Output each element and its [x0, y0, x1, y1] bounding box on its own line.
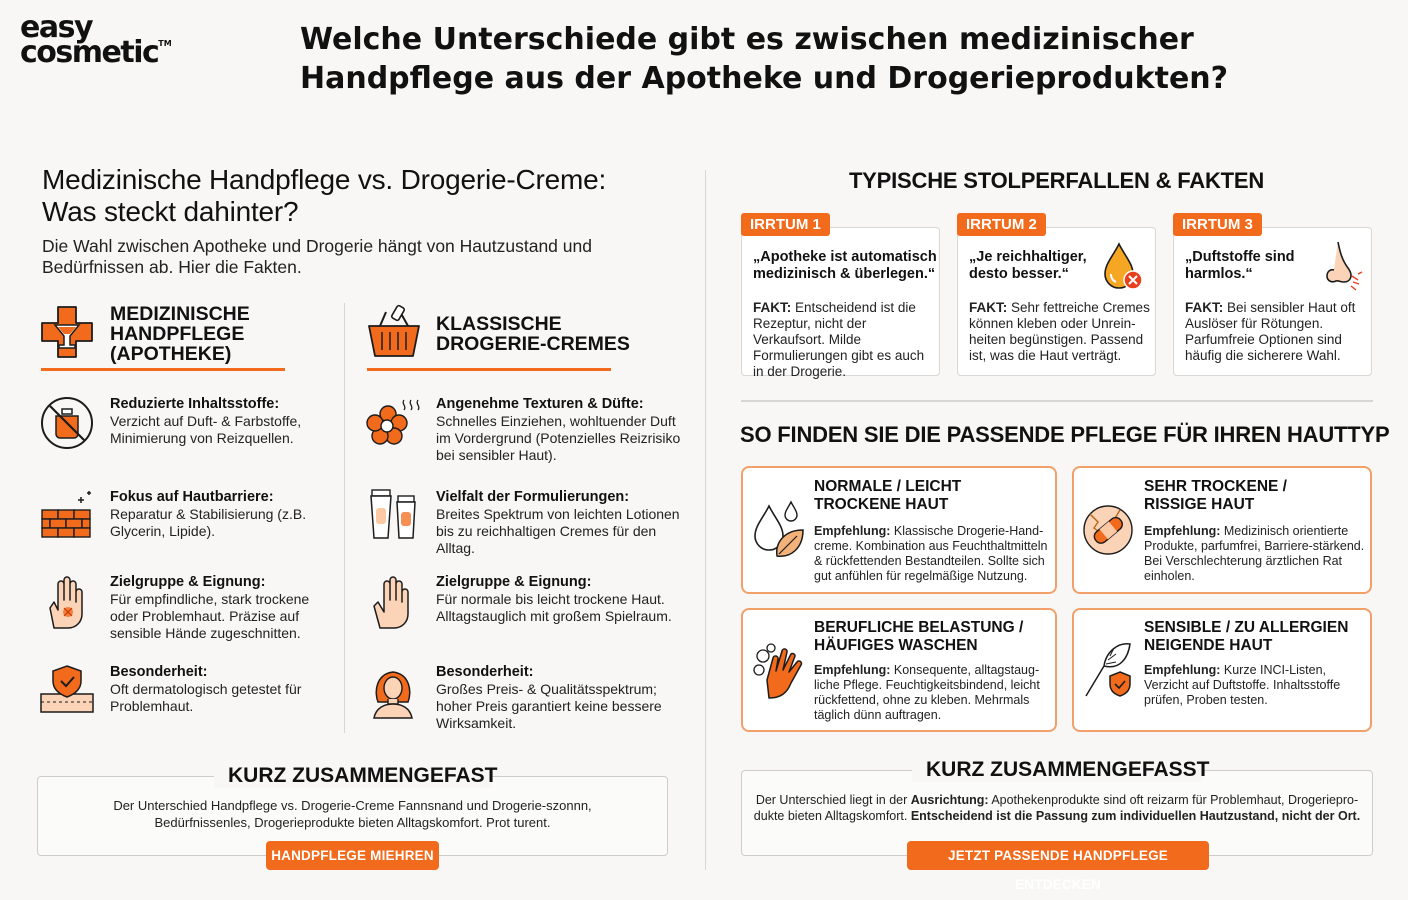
drog-item-1-text: Schnelles Einziehen, wohltuender Duft im Vordergrund (Potenzielles Reizrisiko bei sensibler Haut).	[436, 413, 681, 463]
skin-type-3-body: Konsequente, alltagstaug-liche Pflege. Feuchtigkeitsbindend, leicht rückfettend, ohne zu kleben. Mehrmals täglich dünn auftragen.	[814, 663, 1040, 722]
droplet-leaf-icon	[751, 500, 807, 560]
myth-fact-2-text: Sehr fettreiche Cremes können kleben oder Unrein-heiten begünstigen. Passend ist, was die Haut verträgt.	[969, 300, 1150, 363]
myth-badge-2: IRRTUM 2	[957, 213, 1046, 236]
hand-icon	[364, 574, 422, 632]
bandage-icon	[1080, 500, 1136, 560]
comparison-heading-line1: Medizinische Handpflege vs. Drogerie-Creme:	[42, 164, 607, 195]
skin-type-2-title-line1: SEHR TROCKENE /	[1144, 478, 1287, 495]
skin-type-2-text	[1144, 524, 1366, 584]
page-title-line2: Handpflege aus der Apotheke und Drogerieprodukten?	[300, 61, 1229, 96]
drog-item-2-title: Vielfalt der Formulierungen:	[436, 489, 630, 505]
skin-type-4-text	[1144, 663, 1366, 708]
drog-item-4	[436, 664, 686, 732]
washing-hands-icon	[751, 640, 807, 700]
apotheke-head-underline	[41, 368, 285, 371]
basket-icon	[366, 304, 422, 360]
skin-type-2-title	[1144, 478, 1364, 514]
drog-item-2	[436, 489, 686, 557]
skin-type-1-title-line1: NORMALE / LEICHT	[814, 478, 962, 495]
skin-type-4-body: Kurze INCI-Listen, Verzicht auf Duftstoffe. Inhaltsstoffe prüfen, Proben testen.	[1144, 663, 1341, 707]
apotheke-head-icon	[40, 305, 94, 359]
right-summary-text	[752, 792, 1362, 824]
right-summary-title: KURZ ZUSAMMENGEFASST	[912, 758, 1202, 782]
drogerie-head-line1: KLASSISCHE	[436, 313, 562, 335]
skin-type-3-title-line2: HÄUFIGES WASCHEN	[814, 637, 978, 654]
right-summary-text-c: Apothekenprodukte sind oft reizarm für Problemhaut, Drogeriepro-dukte bieten Alltagskomfort.	[753, 793, 1359, 823]
right-summary-text-b: Ausrichtung:	[910, 793, 989, 807]
apo-item-2-title: Fokus auf Hautbarriere:	[110, 489, 274, 505]
myth-question-2-line2: desto besser.“	[969, 266, 1069, 282]
woman-icon	[364, 662, 422, 720]
handpflege-button[interactable]: HANDPFLEGE MIEHREN	[266, 841, 439, 870]
discover-handpflege-button[interactable]: JETZT PASSENDE HANDPFLEGE ENTDECKEN	[907, 841, 1209, 870]
section-divider	[705, 170, 706, 870]
myth-fact-2	[969, 300, 1151, 364]
apo-item-1	[110, 396, 335, 447]
drogerie-column-head	[436, 314, 676, 354]
irritated-hand-icon	[38, 574, 96, 632]
myth-question-3	[1185, 249, 1315, 283]
left-summary-title: KURZ ZUSAMMENGEFAST	[214, 764, 492, 788]
myth-fact-1	[753, 300, 935, 380]
myth-badge-3: IRRTUM 3	[1173, 213, 1262, 236]
drog-item-4-title: Besonderheit:	[436, 664, 534, 680]
myth-question-3-line1: „Duftstoffe sind	[1185, 249, 1295, 265]
skin-type-3-text	[814, 663, 1044, 723]
skin-type-4-title-line2: NEIGENDE HAUT	[1144, 637, 1273, 654]
skin-type-1-text	[814, 524, 1052, 584]
skin-type-1-label: Empfehlung:	[814, 524, 891, 538]
myth-question-1	[753, 249, 938, 283]
drog-item-2-text: Breites Spektrum von leichten Lotionen bis zu reichhaltigen Cremes für den Alltag.	[436, 506, 680, 556]
apo-item-3-title: Zielgruppe & Eignung:	[110, 574, 266, 590]
myth-question-1-line1: „Apotheke ist automatisch	[753, 249, 937, 265]
skin-type-3-label: Empfehlung:	[814, 663, 891, 677]
flower-scent-icon	[364, 396, 422, 454]
comparison-heading	[42, 164, 682, 228]
skin-type-3-title-line1: BERUFLICHE BELASTUNG /	[814, 619, 1024, 636]
apotheke-column-head	[110, 304, 330, 364]
nose-icon	[1318, 238, 1366, 292]
cream-tubes-icon	[364, 486, 422, 544]
comparison-heading-line2: Was steckt dahinter?	[42, 196, 299, 227]
skin-type-4-label: Empfehlung:	[1144, 663, 1221, 677]
myth-badge-1: IRRTUM 1	[741, 213, 830, 236]
drog-item-1	[436, 396, 686, 464]
skin-type-4-title-line1: SENSIBLE / ZU ALLERGIEN	[1144, 619, 1349, 636]
brand-logo[interactable]	[20, 10, 190, 70]
apo-item-3	[110, 574, 335, 642]
myth-fact-3	[1185, 300, 1365, 364]
apo-item-2	[110, 489, 335, 540]
skin-type-2-body: Medizinisch orientierte Produkte, parfumfrei, Barriere-stärkend. Bei Verschlechterung ärztlichen Rat einholen.	[1144, 524, 1365, 583]
apotheke-head-line3: (APOTHEKE)	[110, 343, 232, 365]
page-title-line1: Welche Unterschiede gibt es zwischen medizinischer	[300, 22, 1194, 57]
myth-fact-3-text: Bei sensibler Haut oft Auslöser für Rötungen. Parfumfreie Optionen sind häufig die sicherere Wahl.	[1185, 300, 1356, 363]
drog-item-3-text: Für normale bis leicht trockene Haut. Alltagstauglich mit großem Spielraum.	[436, 591, 672, 624]
drog-item-4-text: Großes Preis- & Qualitätsspektrum; hoher Preis garantiert keine bessere Wirksamkeit.	[436, 681, 662, 731]
apo-item-3-text: Für empfindliche, stark trockene oder Problemhaut. Präzise auf sensible Hände zugeschnitten.	[110, 591, 310, 641]
drog-item-3	[436, 574, 686, 625]
page-title	[300, 20, 1300, 98]
skin-type-1-title-line2: TROCKENE HAUT	[814, 496, 949, 513]
feather-shield-icon	[1080, 640, 1136, 700]
skin-type-2-label: Empfehlung:	[1144, 524, 1221, 538]
skin-shield-icon	[38, 660, 96, 718]
apo-item-4	[110, 664, 335, 715]
left-summary-text	[60, 797, 645, 831]
right-summary-text-a: Der Unterschied liegt in der	[755, 793, 911, 807]
skin-type-3-title	[814, 619, 1054, 655]
drogerie-head-line2: DROGERIE-CREMES	[436, 333, 630, 355]
column-divider	[344, 303, 345, 733]
apo-item-1-title: Reduzierte Inhaltsstoffe:	[110, 396, 280, 412]
myth-question-2	[969, 249, 1099, 283]
apo-item-4-title: Besonderheit:	[110, 664, 208, 680]
apo-item-4-text: Oft dermatologisch getestet für Problemhaut.	[110, 681, 302, 714]
right-divider	[741, 400, 1373, 402]
drog-item-1-title: Angenehme Texturen & Düfte:	[436, 396, 644, 412]
left-summary-text-line2: Bedürfnissenles, Drogerieprodukte bieten Alltagskomfort. Prot turent.	[154, 815, 551, 830]
comparison-subtitle: Die Wahl zwischen Apotheke und Drogerie hängt von Hautzustand und Bedürfnissen ab. Hier die Fakten.	[42, 236, 592, 277]
myth-question-1-line2: medizinisch & überlegen.“	[753, 266, 936, 282]
brick-wall-icon	[38, 488, 96, 546]
myth-fact-1-text: Entscheidend ist die Rezeptur, nicht der Verkaufsort. Milde Formulierungen gibt es auch in der Drogerie.	[753, 300, 925, 379]
no-fragrance-icon	[38, 394, 96, 452]
left-summary-text-line1: Der Unterschied Handpflege vs. Drogerie-Creme Fannsnand und Drogerie-szonnn,	[113, 798, 592, 813]
apotheke-head-line2: HANDPFLEGE	[110, 323, 245, 345]
myth-question-3-line2: harmlos.“	[1185, 266, 1253, 282]
oil-drop-icon	[1099, 240, 1147, 292]
logo-trademark: TM	[158, 38, 172, 48]
apo-item-1-text: Verzicht auf Duft- & Farbstoffe, Minimierung von Reizquellen.	[110, 413, 302, 446]
skin-type-1-title	[814, 478, 1049, 514]
skin-type-4-title	[1144, 619, 1369, 655]
myths-heading: TYPISCHE STOLPERFALLEN & FAKTEN	[848, 168, 1265, 193]
myth-fact-1-label: FAKT:	[753, 300, 792, 315]
myth-fact-2-label: FAKT:	[969, 300, 1008, 315]
right-summary-text-d: Entscheidend ist die Passung zum individuellen Hautzustand, nicht der Ort.	[910, 809, 1361, 823]
myth-question-2-line1: „Je reichhaltiger,	[969, 249, 1087, 265]
apotheke-head-line1: MEDIZINISCHE	[110, 303, 250, 325]
drogerie-head-underline	[367, 368, 611, 371]
skin-type-2-title-line2: RISSIGE HAUT	[1144, 496, 1255, 513]
drog-item-3-title: Zielgruppe & Eignung:	[436, 574, 592, 590]
apo-item-2-text: Reparatur & Stabilisierung (z.B. Glycerin, Lipide).	[110, 506, 307, 539]
logo-line2: cosmetic™	[20, 34, 172, 70]
skin-type-1-body: Klassische Drogerie-Hand-creme. Kombination aus Feuchthaltmitteln & rückfettenden Bestandteilen. Sollte sich gut anfühlen für regelmäßige Nutzung.	[814, 524, 1048, 583]
myth-fact-3-label: FAKT:	[1185, 300, 1224, 315]
skin-types-heading: SO FINDEN SIE DIE PASSENDE PFLEGE FÜR IHREN HAUTTYP	[740, 422, 1390, 447]
logo-line1: easy	[20, 10, 93, 45]
